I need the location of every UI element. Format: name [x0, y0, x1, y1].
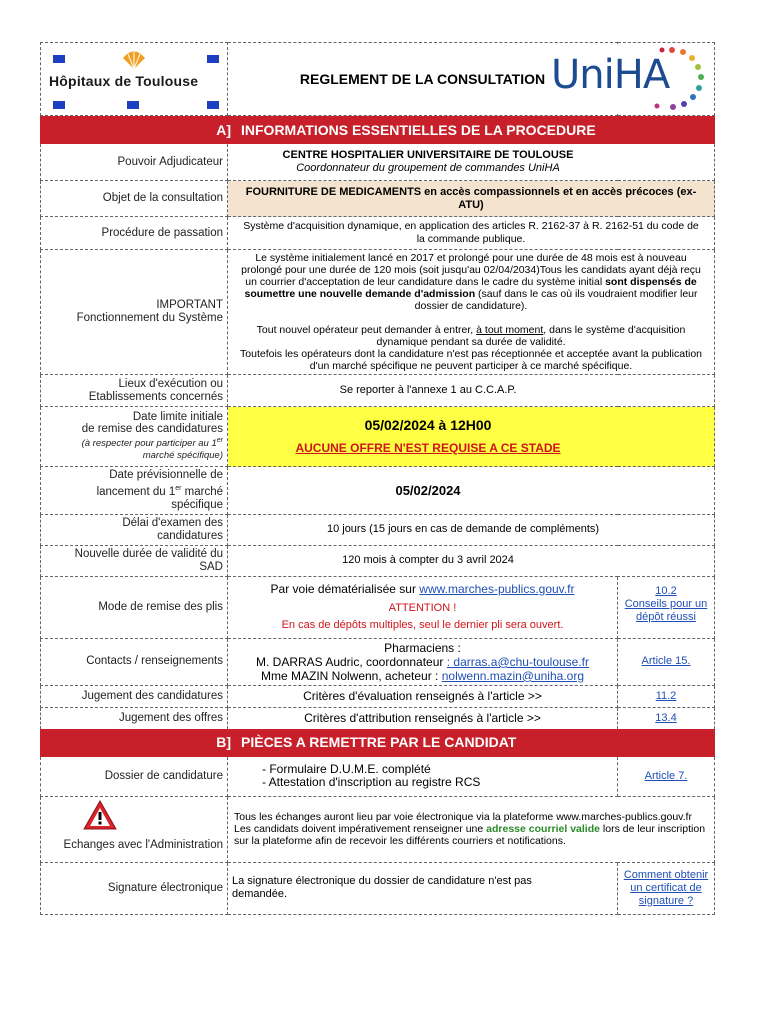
jugement-offres-value: Critères d'attribution renseignés à l'article >>: [228, 707, 618, 729]
no-offer-notice: AUCUNE OFFRE N'EST REQUISE A CE STADE: [295, 440, 561, 455]
important-sublabel: Fonctionnement du Système: [76, 312, 223, 324]
warning-icon: [82, 799, 118, 831]
uniha-logo-text: UniHA: [551, 52, 670, 98]
lieux-label: Lieux d'exécution ou: [118, 377, 223, 390]
echanges-label: Echanges avec l'Administration: [63, 838, 223, 851]
duree-value: 120 mois à compter du 3 avril 2024: [228, 545, 715, 576]
pouvoir-value: CENTRE HOSPITALIER UNIVERSITAIRE DE TOULOUSE: [282, 149, 574, 161]
row-duree: Nouvelle durée de validité du SAD 120 mois à compter du 3 avril 2024: [41, 545, 715, 576]
mazin-email-link[interactable]: nolwenn.mazin@uniha.org: [441, 668, 584, 683]
objet-label: Objet de la consultation: [41, 181, 228, 217]
row-lieux: [41, 375, 715, 407]
row-jugement-candidatures: [41, 685, 715, 707]
important-paragraph-3: Toutefois les opérateurs dont la candidature n'est pas réceptionnée et acceptée avant la publication d'un marché spécifique ne peuvent participer à ce marché spécifique.: [240, 348, 702, 372]
darras-email-link[interactable]: : darras.a@chu-toulouse.fr: [446, 654, 589, 669]
row-jugement-offres: [41, 707, 715, 729]
shell-emblem-icon: [121, 49, 147, 71]
hopitaux-logo: [41, 43, 228, 116]
logo-square-icon: [207, 101, 219, 109]
row-date-lancement: Date prévisionnelle de lancement du 1er marché spécifique 05/02/2024: [41, 467, 715, 515]
logo-square-icon: [53, 55, 65, 63]
dossier-label: Dossier de candidature: [41, 756, 228, 796]
date-limite-value: 05/02/2024 à 12H00: [364, 416, 492, 433]
pouvoir-label: Pouvoir Adjudicateur: [41, 144, 228, 181]
procedure-label: Procédure de passation: [41, 217, 228, 250]
logo-square-icon: [127, 101, 139, 109]
dossier-item-rcs: - Attestation d'inscription au registre RCS: [262, 775, 481, 790]
signature-label: Signature électronique: [41, 862, 228, 914]
date-lancement-label: Date prévisionnelle de: [109, 469, 223, 481]
conseils-depot-link[interactable]: Conseils pour un dépôt réussi: [624, 597, 708, 623]
date-lancement-value: 05/02/2024: [228, 467, 715, 515]
row-delai: Délai d'examen des candidatures 10 jours (15 jours en cas de demande de compléments): [41, 514, 715, 545]
article-15-link[interactable]: Article 15.: [618, 638, 715, 685]
row-echanges: [41, 796, 715, 862]
delai-label: Délai d'examen des: [122, 516, 223, 529]
row-procedure: [41, 217, 715, 250]
echanges-paragraph-1: Tous les échanges auront lieu par voie électronique via la plateforme www.marches-publics.gouv.fr: [234, 811, 692, 824]
row-dossier: [41, 756, 715, 796]
row-important: [41, 250, 715, 375]
jugement-offres-label: Jugement des offres: [41, 707, 228, 729]
important-paragraph-1: Le système initialement lancé en 2017 et prolongé pour une durée de 48 mois est à nouveau prolongé pour une durée de 120 mois (soit jusqu'au 02/04/2034)Tous les candidats ayant déjà reçu un courrier d'acceptation de leur candidature dans le cadre du système initial sont dispensés de soumettre une nouvelle demande d'admission (sauf dans le cas où ils voudraient modifier leur dossier de candidature).: [241, 252, 701, 312]
section-b-title: PIÈCES A REMETTRE PAR LE CANDIDAT: [241, 734, 517, 751]
duree-label: Nouvelle durée de validité du: [74, 547, 223, 560]
row-signature: [41, 862, 715, 914]
jugement-cand-label: Jugement des candidatures: [41, 685, 228, 707]
ref-11-2-link[interactable]: 11.2: [618, 685, 715, 707]
date-limite-sublabel: de remise des candidatures: [81, 422, 223, 435]
lieux-value: Se reporter à l'annexe 1 au C.C.A.P.: [228, 375, 715, 407]
remise-label: Mode de remise des plis: [41, 576, 228, 638]
pouvoir-subtitle: Coordonnateur du groupement de commandes UniHA: [296, 162, 560, 174]
article-7-link[interactable]: Article 7.: [618, 756, 715, 796]
attention-label: ATTENTION !: [388, 601, 457, 614]
logo-square-icon: [207, 55, 219, 63]
date-limite-label: Date limite initiale: [132, 410, 223, 423]
jugement-cand-value: Critères d'évaluation renseignés à l'article >>: [228, 685, 618, 707]
uniha-logo-box: [545, 44, 710, 114]
dossier-item-dume: - Formulaire D.U.M.E. complété: [262, 762, 431, 777]
signature-value: La signature électronique du dossier de candidature n'est pas demandée.: [228, 862, 618, 914]
section-a-letter: A]: [216, 121, 231, 138]
row-contacts: Contacts / renseignements Pharmaciens : M. DARRAS Audric, coordonnateur : darras.a@chu-toulouse.fr Mme MAZIN Nolwenn, acheteur : nolwenn.mazin@uniha.org Article 15.: [41, 638, 715, 685]
uniha-dots-icon: [637, 46, 707, 112]
procedure-value: Système d'acquisition dynamique, en application des articles R. 2162-37 à R. 2162-51 du code de la commande publique.: [228, 217, 715, 250]
important-paragraph-2: Tout nouvel opérateur peut demander à entrer, à tout moment, dans le système d'acquisition dynamique pendant sa durée de validité.: [256, 324, 686, 348]
logo-square-icon: [53, 101, 65, 109]
regulation-document: [40, 42, 714, 915]
certificat-signature-link[interactable]: Comment obtenir un certificat de signature ?: [618, 862, 715, 914]
section-a-heading: [41, 117, 715, 144]
row-objet: [41, 181, 715, 217]
echanges-paragraph-2: Les candidats doivent impérativement renseigner une adresse courriel valide lors de leur inscription sur la plateforme afin de recevoir les différents courriers et notifications.: [234, 823, 706, 848]
section-b-heading: [41, 729, 715, 756]
page-title: REGLEMENT DE LA CONSULTATION: [228, 43, 618, 116]
section-b-letter: B]: [216, 734, 231, 751]
section-a-table: [40, 116, 715, 915]
date-limite-note-2: marché spécifique): [142, 450, 223, 462]
hopitaux-logo-text: Hôpitaux de Toulouse: [49, 73, 199, 89]
row-remise: Mode de remise des plis Par voie dématérialisée sur www.marches-publics.gouv.fr ATTENTION ! En cas de dépôts multiples, seul le dernier pli sera ouvert. 10.2 Conseils pour un dépôt réussi: [41, 576, 715, 638]
row-date-limite: Date limite initiale de remise des candidatures (à respecter pour participer au 1er marché spécifique) 05/02/2024 à 12H00 AUCUNE OFFRE N'EST REQUISE A CE STADE: [41, 407, 715, 467]
delai-value: 10 jours (15 jours en cas de demande de compléments): [228, 514, 715, 545]
row-pouvoir: [41, 144, 715, 181]
important-label: IMPORTANT: [156, 299, 223, 311]
ref-13-4-link[interactable]: 13.4: [618, 707, 715, 729]
contacts-label: Contacts / renseignements: [41, 638, 228, 685]
section-a-title: INFORMATIONS ESSENTIELLES DE LA PROCEDURE: [241, 121, 596, 138]
multiple-deposit-warning: En cas de dépôts multiples, seul le dernier pli sera ouvert.: [281, 618, 564, 631]
objet-value: FOURNITURE DE MEDICAMENTS en accès compassionnels et en accès précoces (ex-ATU): [228, 181, 715, 217]
lieux-sublabel: Etablissements concernés: [88, 390, 223, 403]
marches-publics-link[interactable]: www.marches-publics.gouv.fr: [419, 581, 575, 596]
date-limite-note: (à respecter pour participer au 1: [81, 438, 217, 450]
ref-10-2-link[interactable]: 10.2: [655, 584, 677, 597]
